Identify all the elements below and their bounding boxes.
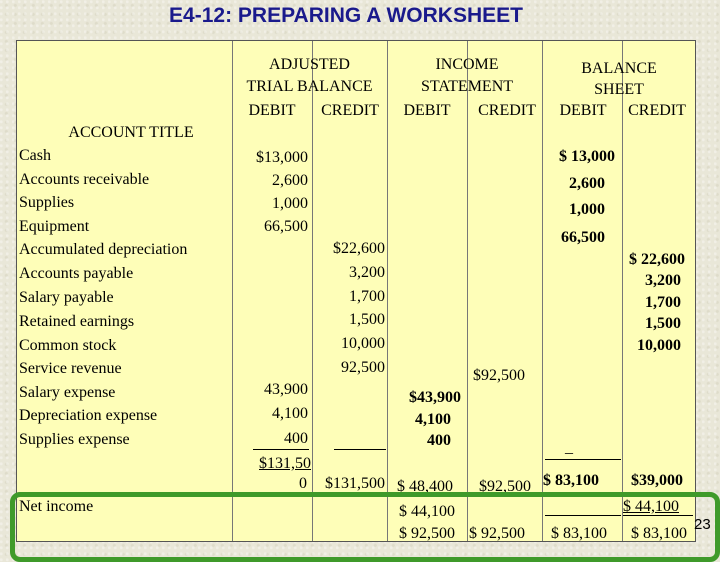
final-is-credit: $ 92,500: [469, 525, 525, 542]
account-title: Common stock: [19, 337, 117, 354]
total-atb-credit: $131,500: [325, 475, 385, 492]
account-title: Net income: [19, 498, 94, 515]
account-title: Equipment: [19, 218, 90, 235]
header-sheet: SHEET: [594, 81, 644, 98]
amount: 92,500: [341, 359, 385, 376]
account-title: Accounts receivable: [19, 171, 150, 188]
underline-rule: [545, 459, 621, 460]
header-debit: DEBIT: [559, 102, 607, 119]
account-title: Retained earnings: [19, 313, 135, 330]
page-number: 23: [694, 516, 711, 533]
account-title: Supplies expense: [19, 431, 130, 448]
header-balance: BALANCE: [581, 60, 657, 77]
amount: 1,000: [569, 201, 605, 218]
final-bs-credit: $ 83,100: [631, 525, 687, 542]
final-is-debit: $ 92,500: [399, 525, 455, 542]
slide-title: E4-12: PREPARING A WORKSHEET: [169, 4, 523, 27]
amount: $43,900: [409, 389, 461, 406]
header-income: INCOME: [435, 56, 499, 73]
total-is-credit: $92,500: [479, 478, 531, 495]
header-account-title: ACCOUNT TITLE: [68, 124, 194, 141]
underline-rule: [334, 449, 386, 450]
amount: 1,500: [645, 315, 681, 332]
amount: 66,500: [264, 218, 308, 235]
amount: 3,200: [645, 272, 681, 289]
header-trial-balance: TRIAL BALANCE: [246, 78, 373, 95]
header-debit: DEBIT: [403, 102, 451, 119]
amount: 4,100: [415, 411, 451, 428]
total-atb-debit: 0: [299, 475, 307, 492]
amount: 4,100: [272, 405, 308, 422]
header-credit: CREDIT: [321, 102, 379, 119]
amount: 1,000: [272, 195, 308, 212]
header-debit: DEBIT: [248, 102, 296, 119]
amount: 10,000: [341, 335, 385, 352]
account-title: Accumulated depreciation: [19, 241, 188, 258]
total-bs-credit: $39,000: [631, 472, 683, 489]
account-title: Supplies: [19, 194, 75, 211]
amount: $22,600: [333, 240, 385, 257]
dash: _: [565, 439, 573, 456]
amount: 66,500: [561, 229, 605, 246]
header-credit: CREDIT: [628, 102, 686, 119]
header-statement: STATEMENT: [420, 78, 514, 95]
amount: $ 13,000: [559, 148, 615, 165]
account-title: Salary payable: [19, 289, 114, 306]
amount: $13,000: [256, 149, 308, 166]
highlight-frame: [10, 492, 720, 562]
worksheet-table: [16, 40, 696, 542]
amount: 1,700: [645, 294, 681, 311]
amount: 3,200: [349, 264, 385, 281]
total-atb-debit: $131,50: [259, 455, 311, 472]
amount: 43,900: [264, 381, 308, 398]
account-title: Accounts payable: [19, 265, 134, 282]
amount: 1,500: [349, 311, 385, 328]
total-is-debit: $ 48,400: [397, 478, 453, 495]
net-income-bs-credit: $ 44,100: [623, 498, 679, 515]
amount: 2,600: [272, 172, 308, 189]
amount: 400: [284, 430, 308, 447]
amount: 400: [427, 432, 451, 449]
account-title: Depreciation expense: [19, 407, 158, 424]
final-bs-debit: $ 83,100: [551, 525, 607, 542]
underline-rule: [253, 449, 309, 450]
account-title: Salary expense: [19, 384, 116, 401]
header-credit: CREDIT: [478, 102, 536, 119]
account-title: Service revenue: [19, 360, 122, 377]
amount: $92,500: [473, 367, 525, 384]
total-bs-debit: $ 83,100: [543, 472, 599, 489]
net-income-is-debit: $ 44,100: [399, 503, 455, 520]
account-title: Cash: [19, 147, 51, 164]
amount: 10,000: [637, 337, 681, 354]
amount: 2,600: [569, 175, 605, 192]
amount: 1,700: [349, 288, 385, 305]
amount: $ 22,600: [629, 251, 685, 268]
header-adjusted: ADJUSTED: [269, 56, 350, 73]
